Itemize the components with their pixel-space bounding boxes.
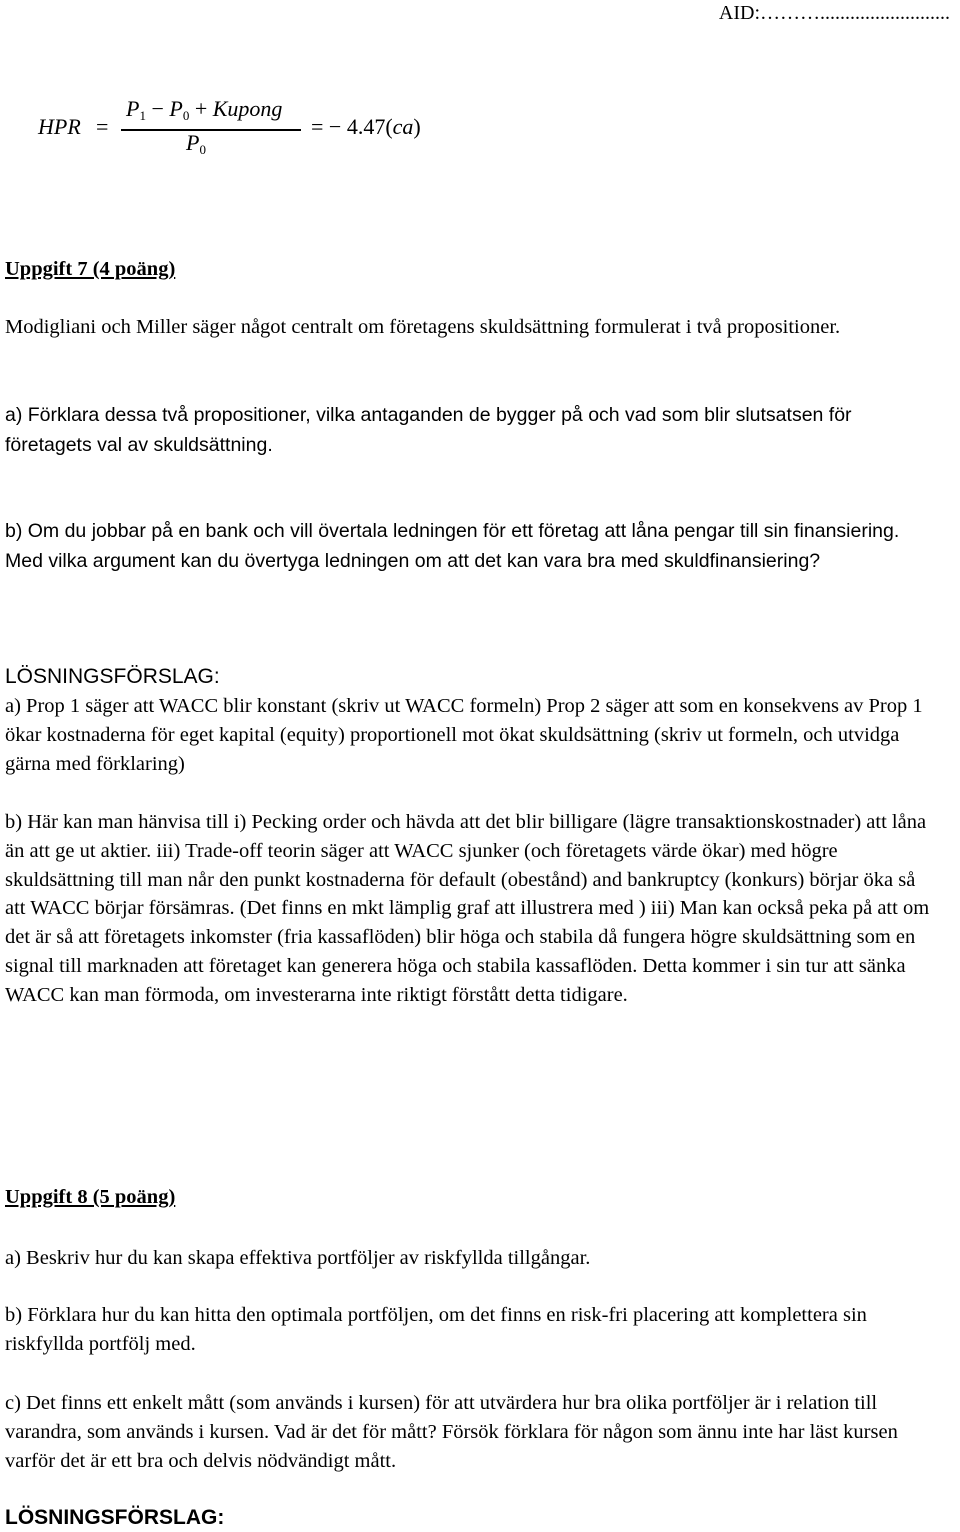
formula-equals: = <box>96 114 109 139</box>
task7-question-b: b) Om du jobbar på en bank och vill övertala ledningen för ett företag att låna pengar till sin finansiering. Med vilka argument kan du övertyga ledningen om att det kan vara bra med skuldfinansiering? <box>5 520 900 572</box>
task7-heading: Uppgift 7 (4 poäng) <box>5 258 176 280</box>
task8-question-c: c) Det finns ett enkelt mått (som används i kursen) för att utvärdera hur bra olika portföljer är i relation till varandra, som används i kursen. Vad är det för mått? Försök förklara för någon som ännu inte har läst kursen varför det är ett bra och delvis nödvändigt mått. <box>5 1392 898 1472</box>
formula-lhs: HPR <box>38 114 81 139</box>
task8-solution-label: LÖSNINGSFÖRSLAG: <box>5 1506 225 1529</box>
aid-field: AID:……….......................... <box>718 2 950 24</box>
formula-denominator: $P_0$ <box>186 130 206 157</box>
task8-question-b: b) Förklara hur du kan hitta den optimala portföljen, om det finns en risk-fri placering att komplettera sin riskfyllda portfölj med. <box>5 1304 867 1355</box>
fraction-bar <box>121 129 301 131</box>
task7-solution-b: b) Här kan man hänvisa till i) Pecking order och hävda att det blir billigare (lägre transaktionskostnader) att låna än att ge ut aktier. iii) Trade-off teorin säger att WACC sjunker (och företagets värde ökar) med högre skuldsättning till man når den punkt kostnaderna för default (obestånd) and bankruptcy (konkurs) börjar öka så att WACC börjar försämras. (Det finns en mkt lämplig graf att illustrera med ) iii) Man kan också peka på att om det är så att företagets inkomster (fria kassaflöden) blir höga och stabila då fungera högre skuldsättning som en signal till marknaden att företaget kan generera höga och stabila kassaflöden. Detta kommer i sin tur att sänka WACC kan man förmoda, om investerarna inte riktigt förstått detta tidigare. <box>5 811 930 1006</box>
task8-question-a: a) Beskriv hur du kan skapa effektiva portföljer av riskfyllda tillgångar. <box>5 1247 591 1269</box>
task7-intro: Modigliani och Miller säger något centralt om företagens skuldsättning formulerat i två propositioner. <box>5 316 841 338</box>
formula-rhs: = − 4.47(ca) <box>311 114 421 139</box>
hpr-formula <box>38 96 458 176</box>
task7-question-a: a) Förklara dessa två propositioner, vilka antaganden de bygger på och vad som blir slutsatsen för företagets val av skuldsättning. <box>5 404 852 456</box>
formula-numerator: $P_1 - P_0$ + Kupong <box>126 96 283 123</box>
task7-solution-a: a) Prop 1 säger att WACC blir konstant (skriv ut WACC formeln) Prop 2 säger att som en konsekvens av Prop 1 ökar kostnaderna för eget kapital (equity) proportionell mot ökat skuldsättning (skriv ut formeln, och utvidga gärna med förklaring) <box>5 695 923 775</box>
task8-heading: Uppgift 8 (5 poäng) <box>5 1186 176 1208</box>
task7-solution-label: LÖSNINGSFÖRSLAG: <box>5 665 220 688</box>
